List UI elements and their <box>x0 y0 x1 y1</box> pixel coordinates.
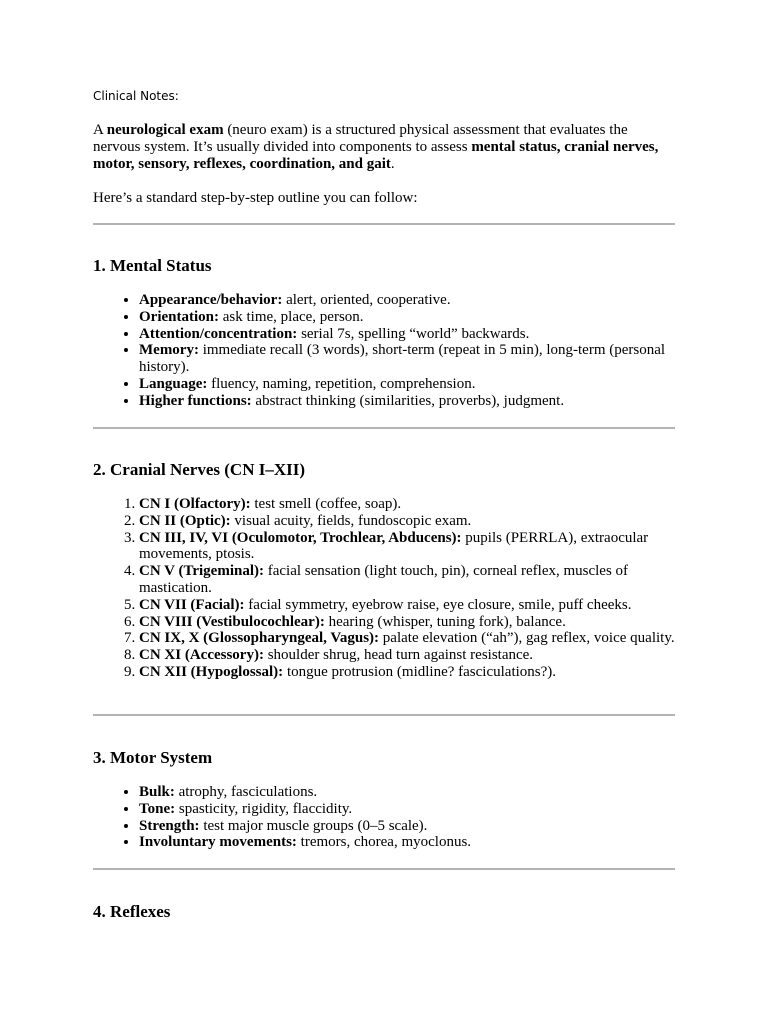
item-desc: abstract thinking (similarities, proverbs), judgment. <box>251 392 565 409</box>
item-term: Memory: <box>139 342 199 359</box>
section-title-cranial-nerves: 2. Cranial Nerves (CN I–XII) <box>93 460 306 479</box>
clinical-notes-label: Clinical Notes: <box>93 89 179 103</box>
list-item <box>139 801 675 818</box>
list-item <box>139 784 675 801</box>
list-item <box>139 342 675 376</box>
list-item <box>139 563 675 597</box>
section-title-motor-system: 3. Motor System <box>93 748 213 767</box>
item-desc: spasticity, rigidity, flaccidity. <box>175 800 353 817</box>
intro-text: A <box>93 122 107 138</box>
item-desc: immediate recall (3 words), short-term (repeat in 5 min), long-term (personal history). <box>139 342 666 376</box>
intro-paragraph <box>93 122 675 173</box>
item-term: Tone: <box>139 800 176 817</box>
item-desc: tremors, chorea, myoclonus. <box>296 834 472 851</box>
intro-text: (neuro exam) is a structured physical assessment that evaluates the nervous system. It’s usually divided into components to assess <box>93 122 628 155</box>
list-item <box>139 393 675 410</box>
item-term: CN VIII (Vestibulocochlear): <box>139 613 325 630</box>
item-term: Appearance/behavior: <box>139 292 283 308</box>
horizontal-rule <box>93 868 675 870</box>
item-desc: fluency, naming, repetition, comprehension. <box>207 375 476 392</box>
section-title-mental-status: 1. Mental Status <box>93 256 212 275</box>
mental-status-list <box>93 292 675 410</box>
item-desc: test major muscle groups (0–5 scale). <box>199 817 428 834</box>
list-item <box>139 496 675 513</box>
intro-text: . <box>390 156 395 172</box>
item-term: Higher functions: <box>139 392 252 409</box>
item-term: CN V (Trigeminal): <box>139 563 264 580</box>
item-desc: shoulder shrug, head turn against resistance. <box>263 647 534 664</box>
list-item <box>139 513 675 530</box>
list-item <box>139 614 675 631</box>
list-item <box>139 647 675 664</box>
outline-lead: Here’s a standard step-by-step outline you can follow: <box>93 190 418 206</box>
intro-bold-term: neurological exam <box>106 122 224 138</box>
list-item <box>139 818 675 835</box>
item-term: CN VII (Facial): <box>139 596 245 613</box>
item-desc: hearing (whisper, tuning fork), balance. <box>324 613 566 630</box>
horizontal-rule <box>93 427 675 429</box>
list-item <box>139 309 675 326</box>
item-term: Language: <box>139 375 208 392</box>
list-item <box>139 834 675 851</box>
item-term: CN IX, X (Glossopharyngeal, Vagus): <box>139 630 380 647</box>
item-term: Orientation: <box>139 308 219 325</box>
item-desc: ask time, place, person. <box>219 308 364 325</box>
horizontal-rule <box>93 714 675 716</box>
item-term: Involuntary movements: <box>139 834 297 851</box>
list-item <box>139 530 675 564</box>
list-item <box>139 292 675 309</box>
item-term: CN I (Olfactory): <box>139 496 251 512</box>
item-desc: pupils (PERRLA), extraocular movements, ptosis. <box>139 529 649 563</box>
list-item <box>139 376 675 393</box>
item-desc: facial sensation (light touch, pin), corneal reflex, muscles of mastication. <box>139 563 629 596</box>
horizontal-rule <box>93 223 675 225</box>
intro-bold-components: mental status, cranial nerves, motor, sensory, reflexes, coordination, and gait <box>93 139 659 172</box>
section-title-reflexes: 4. Reflexes <box>93 902 171 921</box>
item-term: Strength: <box>139 817 200 834</box>
cranial-nerves-list <box>93 496 675 681</box>
item-term: CN III, IV, VI (Oculomotor, Trochlear, Abducens): <box>139 529 462 546</box>
item-term: Bulk: <box>139 784 175 800</box>
list-item <box>139 630 675 647</box>
item-desc: visual acuity, fields, fundoscopic exam. <box>230 512 472 529</box>
list-item <box>139 664 675 681</box>
item-desc: serial 7s, spelling “world” backwards. <box>297 325 530 342</box>
item-term: CN II (Optic): <box>139 512 231 529</box>
item-desc: atrophy, fasciculations. <box>174 784 318 800</box>
motor-system-list <box>93 784 675 851</box>
item-term: Attention/concentration: <box>139 325 298 342</box>
item-desc: palate elevation (“ah”), gag reflex, voice quality. <box>379 630 675 647</box>
item-desc: facial symmetry, eyebrow raise, eye closure, smile, puff cheeks. <box>244 596 632 613</box>
item-desc: tongue protrusion (midline? fasciculations?). <box>283 663 557 680</box>
item-desc: alert, oriented, cooperative. <box>282 292 451 308</box>
item-term: CN XII (Hypoglossal): <box>139 663 284 680</box>
item-term: CN XI (Accessory): <box>139 647 264 664</box>
item-desc: test smell (coffee, soap). <box>250 496 402 512</box>
list-item <box>139 597 675 614</box>
list-item <box>139 326 675 343</box>
